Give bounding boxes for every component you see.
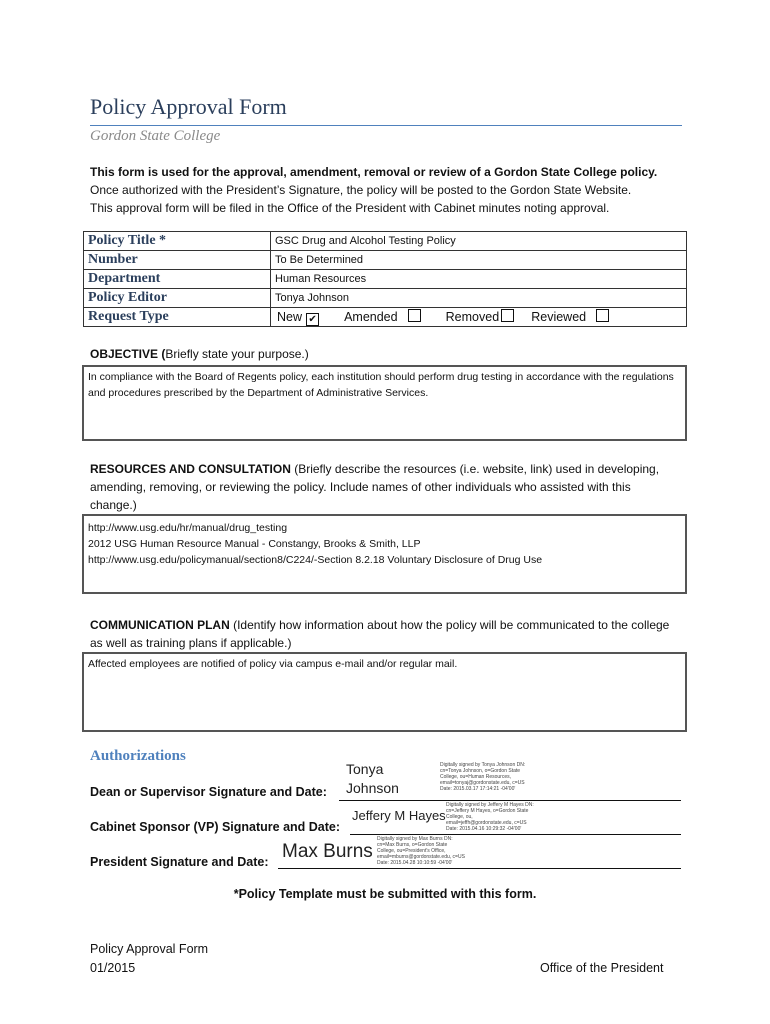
request-type-new[interactable] xyxy=(277,310,319,326)
intro-line-3: This approval form will be filed in the Office of the President with Cabinet minutes noting approval. xyxy=(90,201,610,215)
table-row xyxy=(84,251,687,270)
request-type-options xyxy=(271,308,687,327)
request-type-reviewed[interactable] xyxy=(531,309,609,324)
dean-signature xyxy=(346,760,399,798)
policy-title-value[interactable]: GSC Drug and Alcohol Testing Policy xyxy=(271,232,687,251)
resource-line-2: 2012 USG Human Resource Manual - Constangy, Brooks & Smith, LLP xyxy=(88,538,421,550)
vp-digital-signature-info: Digitally signed by Jeffery M Hayes DN: cn=Jeffery M Hayes, o=Gordon State College, ou, email=jeffh@gordonstate.edu, c=US Date: 2015.04.16 10:29:32 -04'00' xyxy=(446,802,534,832)
request-type-label: Request Type xyxy=(84,308,271,327)
policy-editor-value[interactable]: Tonya Johnson xyxy=(271,289,687,308)
president-signature: Max Burns xyxy=(282,841,373,862)
objective-textarea[interactable]: In compliance with the Board of Regents policy, each institution should perform drug testing in accordance with the regulations and procedures prescribed by the Department of Administrative Services. xyxy=(82,365,687,441)
dean-signature-label: Dean or Supervisor Signature and Date: xyxy=(90,785,327,799)
communication-heading xyxy=(90,616,685,652)
resource-line-1: http://www.usg.edu/hr/manual/drug_testing xyxy=(88,522,288,534)
resources-heading-label: RESOURCES AND CONSULTATION xyxy=(90,462,291,476)
request-type-removed[interactable] xyxy=(446,309,515,324)
resources-hint: (Briefly describe the resources (i.e. website, link) used in developing, amending, removing, or reviewing the policy. Include names of other individuals who assisted with this change.) xyxy=(90,462,660,512)
footer-date: 01/2015 xyxy=(90,961,136,975)
intro-line-1: This form is used for the approval, amendment, removal or review of a Gordon State College policy. xyxy=(90,165,658,179)
intro-line-2: Once authorized with the President’s Signature, the policy will be posted to the Gordon State Website. xyxy=(90,183,632,197)
number-value[interactable]: To Be Determined xyxy=(271,251,687,270)
policy-editor-label: Policy Editor xyxy=(84,289,271,308)
dean-digital-signature-info: Digitally signed by Tonya Johnson DN: cn=Tonya Johnson, o=Gordon State College, ou=Human Resources, email=tonyaj@gordonstate.edu, c=US Date: 2015.03.17 17:14:21 -04'00' xyxy=(440,762,526,792)
dean-signature-last: Johnson xyxy=(346,780,399,796)
request-amended-label: Amended xyxy=(344,309,398,324)
department-value[interactable]: Human Resources xyxy=(271,270,687,289)
page-subtitle: Gordon State College xyxy=(90,128,221,144)
request-type-amended[interactable] xyxy=(344,309,421,324)
footer-left xyxy=(90,940,208,978)
amended-checkbox[interactable] xyxy=(408,309,421,322)
objective-hint: Briefly state your purpose.) xyxy=(165,347,309,361)
dean-signature-first: Tonya xyxy=(346,761,384,777)
vp-signature: Jeffery M Hayes xyxy=(352,808,446,823)
title-divider xyxy=(90,125,682,126)
table-row xyxy=(84,270,687,289)
number-label: Number xyxy=(84,251,271,270)
resource-line-3: http://www.usg.edu/policymanual/section8/C224/-Section 8.2.18 Voluntary Disclosure of Drug Use xyxy=(88,554,543,566)
request-reviewed-label: Reviewed xyxy=(531,309,587,324)
footer-form-name: Policy Approval Form xyxy=(90,942,209,956)
communication-heading-label: COMMUNICATION PLAN xyxy=(90,618,230,632)
president-signature-label: President Signature and Date: xyxy=(90,855,269,869)
objective-heading-label: OBJECTIVE ( xyxy=(90,347,166,361)
reviewed-checkbox[interactable] xyxy=(596,309,609,322)
dean-signature-line[interactable] xyxy=(339,800,681,801)
template-note: *Policy Template must be submitted with this form. xyxy=(233,887,537,901)
page-title: Policy Approval Form xyxy=(90,94,287,119)
president-signature-line[interactable] xyxy=(278,868,681,869)
resources-heading xyxy=(90,460,670,514)
department-label: Department xyxy=(84,270,271,289)
intro-text xyxy=(90,163,690,217)
request-new-label: New xyxy=(277,309,303,324)
table-row xyxy=(84,308,687,327)
policy-title-label: Policy Title * xyxy=(84,232,271,251)
authorizations-heading: Authorizations xyxy=(90,748,186,764)
table-row xyxy=(84,232,687,251)
communication-textarea[interactable]: Affected employees are notified of policy via campus e-mail and/or regular mail. xyxy=(82,652,687,732)
vp-signature-line[interactable] xyxy=(350,834,681,835)
resources-textarea[interactable] xyxy=(82,514,687,594)
president-digital-signature-info: Digitally signed by Max Burns DN: cn=Max Burns, o=Gordon State College, ou=President's Office, email=mburns@gordonstate.edu, c=US Date: 2015.04.28 10:10:59 -04'00' xyxy=(377,836,465,866)
new-checkbox[interactable]: ✔ xyxy=(306,313,319,326)
objective-heading xyxy=(90,345,690,363)
vp-signature-label: Cabinet Sponsor (VP) Signature and Date: xyxy=(90,820,341,834)
removed-checkbox[interactable] xyxy=(501,309,514,322)
footer-office: Office of the President xyxy=(540,961,664,975)
communication-hint: (Identify how information about how the policy will be communicated to the college as well as training plans if applicable.) xyxy=(90,618,670,650)
policy-info-table xyxy=(83,231,687,327)
request-removed-label: Removed xyxy=(445,309,500,324)
table-row xyxy=(84,289,687,308)
